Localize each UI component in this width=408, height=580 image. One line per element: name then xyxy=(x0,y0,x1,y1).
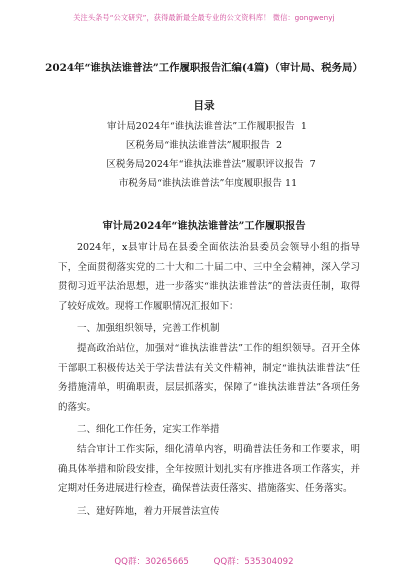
toc-entry[interactable]: 区税务局“谁执法谁普法”履职报告 2 xyxy=(125,140,283,151)
toc-entry[interactable]: 市税务局“谁执法谁普法”年度履职报告 11 xyxy=(118,178,298,189)
toc-entry[interactable]: 区税务局2024年“谁执法谁普法”履职评议报告 7 xyxy=(106,159,316,170)
subheading: 二、细化工作任务，定实工作举措 xyxy=(77,424,220,436)
subheading: 三、建好阵地，着力开展普法宣传 xyxy=(77,505,220,517)
table-of-contents xyxy=(0,117,408,193)
qq-group-1: QQ群：30265665 xyxy=(114,557,189,567)
paragraph: 结合审计工作实际，细化清单内容，明确普法任务和工作要求，明确具体举措和阶段安排，全年按照计划扎实有序推进各项工作落实，并定期对任务进展进行检查，确保普法责任落实、措施落实、任务落实。 xyxy=(58,443,360,495)
document-title: 2024年“谁执法谁普法”工作履职报告汇编(4篇)（审计局、税务局） xyxy=(45,62,363,74)
toc-entry[interactable]: 审计局2024年“谁执法谁普法”工作履职报告 1 xyxy=(107,121,307,132)
top-watermark: 关注头条号“公文研究”，获得最新最全最专业的公文资料库！ 微信：gongwenyj xyxy=(73,13,335,22)
bottom-watermark xyxy=(0,555,408,567)
toc-heading: 目录 xyxy=(193,100,215,112)
subheading: 一、加强组织领导，完善工作机制 xyxy=(77,323,220,335)
body-text xyxy=(58,238,360,521)
paragraph: 2024年，x县审计局在县委全面依法治县委员会领导小组的指导下，全面贯彻落实党的二十大和二十届二中、三中全会精神，深入学习贯彻习近平法治思想，进一步落实“谁执法谁普法”的普法责任制，取得了较好成效。现将工作履职情况汇报如下： xyxy=(58,242,360,312)
paragraph: 提高政治站位，加强对“谁执法谁普法”工作的组织领导。召开全体干部职工积极传达关于学法普法有关文件精神，制定“谁执法谁普法”任务措施清单，明确职责，层层抓落实，保障了“谁执法谁普法”各项任务的落实。 xyxy=(58,342,360,413)
section-title: 审计局2024年“谁执法谁普法”工作履职报告 xyxy=(102,220,306,232)
qq-group-2: QQ群：535304092 xyxy=(213,557,294,567)
